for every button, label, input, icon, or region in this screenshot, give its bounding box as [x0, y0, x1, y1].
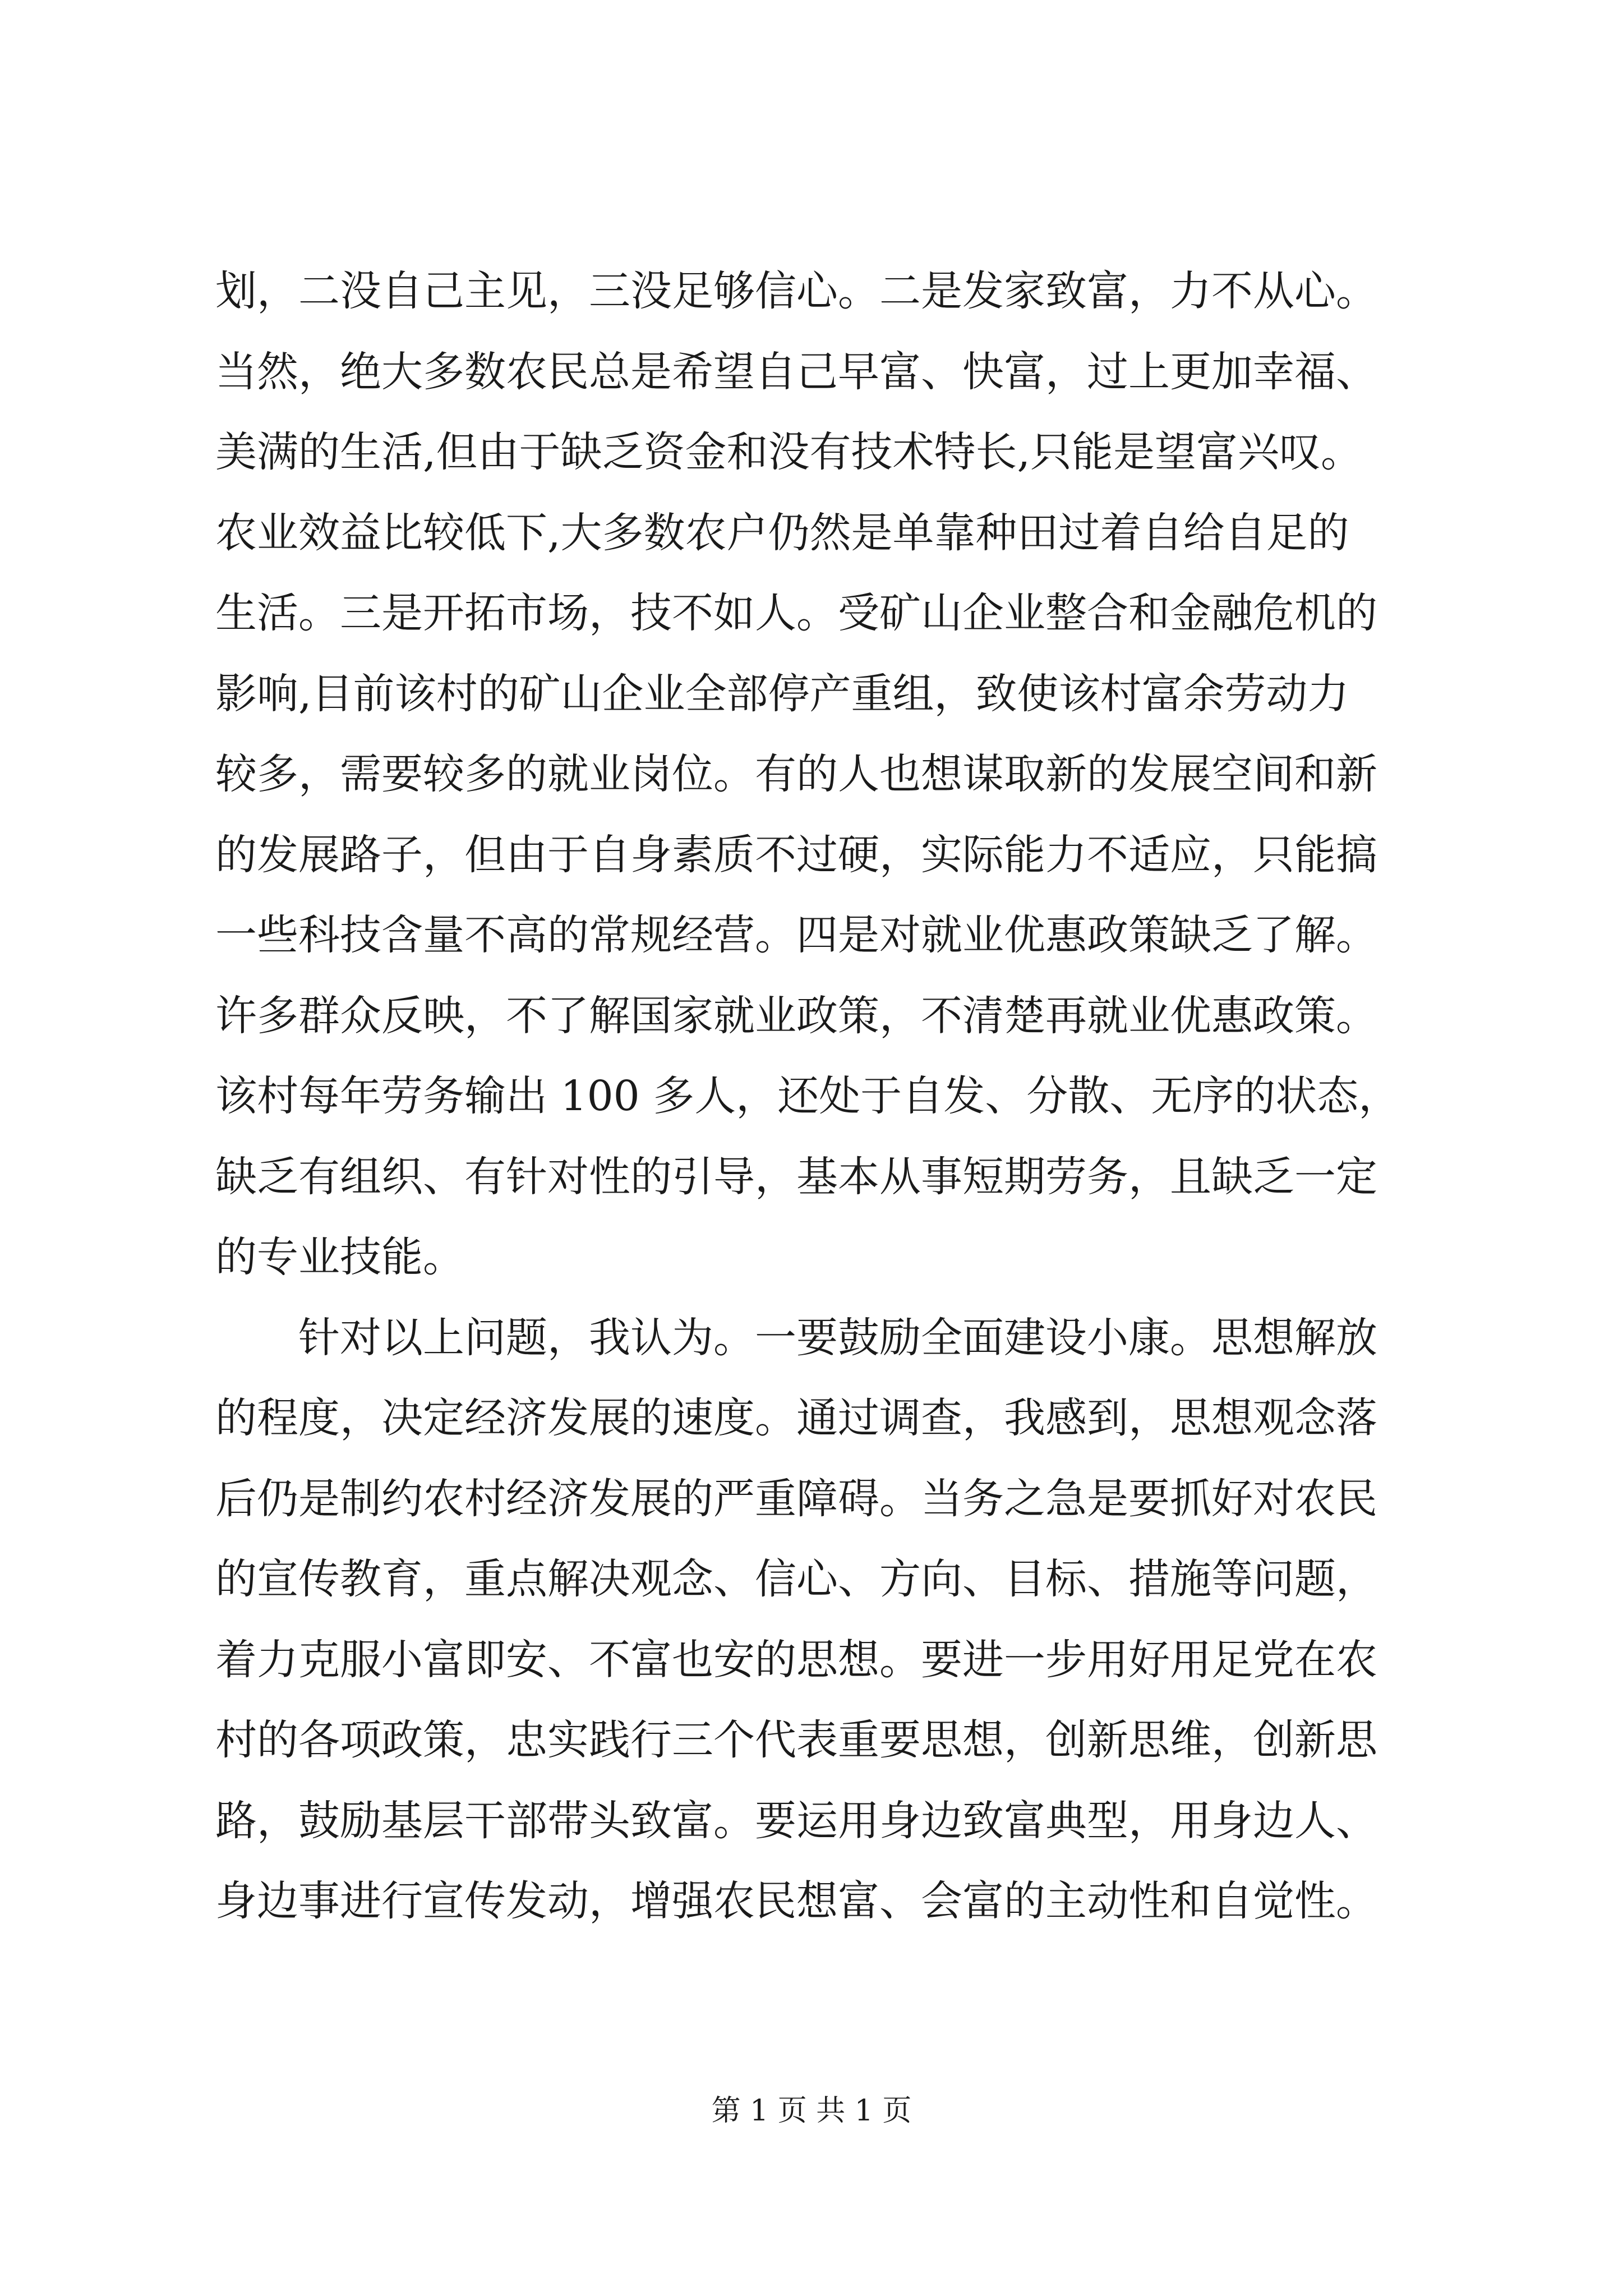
text-line: 的宣传教育，重点解决观念、信心、方向、目标、措施等问题， — [215, 1555, 1377, 1603]
text-line: 划，二没自己主见，三没足够信心。二是发家致富，力不从心。 — [215, 267, 1377, 315]
paragraph-start-line: 针对以上问题，我认为。一要鼓励全面建设小康。思想解放 — [298, 1313, 1377, 1362]
text-line: 路，鼓励基层干部带头致富。要运用身边致富典型，用身边人、 — [215, 1796, 1377, 1845]
text-line: 身边事进行宣传发动，增强农民想富、会富的主动性和自觉性。 — [215, 1877, 1377, 1925]
text-line: 较多，需要较多的就业岗位。有的人也想谋取新的发展空间和新 — [215, 750, 1377, 798]
text-line: 许多群众反映，不了解国家就业政策，不清楚再就业优惠政策。 — [215, 991, 1377, 1040]
text-line: 当然，绝大多数农民总是希望自己早富、快富，过上更加幸福、 — [215, 347, 1377, 396]
text-line: 着力克服小富即安、不富也安的思想。要进一步用好用足党在农 — [215, 1635, 1377, 1684]
text-line: 的程度，决定经济发展的速度。通过调查，我感到，思想观念落 — [215, 1394, 1377, 1442]
text-line: 该村每年劳务输出 100 多人，还处于自发、分散、无序的状态， — [215, 1072, 1400, 1120]
text-line: 一些科技含量不高的常规经营。四是对就业优惠政策缺乏了解。 — [215, 911, 1377, 959]
text-line: 的发展路子，但由于自身素质不过硬，实际能力不适应，只能搞 — [215, 830, 1377, 879]
text-line: 影响,目前该村的矿山企业全部停产重组，致使该村富余劳动力 — [215, 669, 1349, 718]
text-line: 后仍是制约农村经济发展的严重障碍。当务之急是要抓好对农民 — [215, 1474, 1377, 1523]
text-line: 缺乏有组织、有针对性的引导，基本从事短期劳务，且缺乏一定 — [215, 1152, 1377, 1201]
text-line: 生活。三是开拓市场，技不如人。受矿山企业整合和金融危机的 — [215, 589, 1377, 637]
text-line: 的专业技能。 — [215, 1233, 464, 1281]
page-footer: 第 1 页 共 1 页 — [711, 2094, 912, 2128]
body-text — [215, 251, 1415, 1942]
text-line: 农业效益比较低下,大多数农户仍然是单靠种田过着自给自足的 — [215, 508, 1349, 557]
text-line: 村的各项政策，忠实践行三个代表重要思想，创新思维，创新思 — [215, 1716, 1377, 1764]
text-line: 美满的生活,但由于缺乏资金和没有技术特长,只能是望富兴叹。 — [215, 428, 1363, 476]
